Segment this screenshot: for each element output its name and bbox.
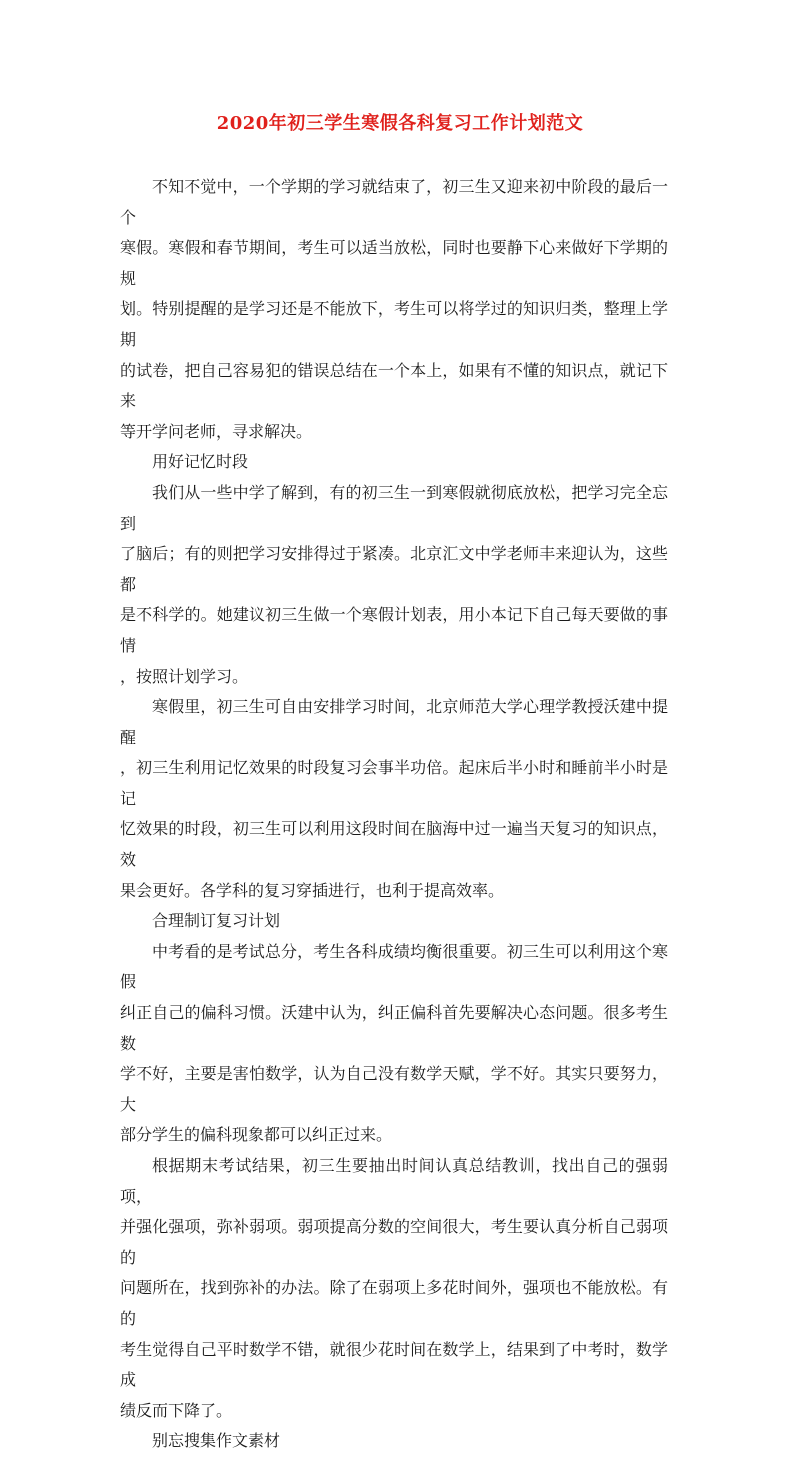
- section-heading-plan: 合理制订复习计划: [152, 911, 281, 931]
- paragraph-memory-2: 寒假里，初三生可自由安排学习时间，北京师范大学心理学教授沃建中提醒 ，初三生利用记忆效果的时段复习会事半功倍。起床后半小时和睡前半小时是记 忆效果的时段，初三生可以利用这段时间在脑海中过一遍当天复习的知识点，效 果会更好。各学科的复习穿插进行，也利于提高效率。: [120, 697, 668, 900]
- section-heading-memory: 用好记忆时段: [152, 452, 249, 472]
- paragraph-memory-1: 我们从一些中学了解到，有的初三生一到寒假就彻底放松，把学习完全忘到 了脑后；有的则把学习安排得过于紧凑。北京汇文中学老师丰来迎认为，这些都 是不科学的。她建议初三生做一个寒假计划表，用小本记下自己每天要做的事情 ，按照计划学习。: [120, 482, 668, 686]
- paragraph-intro: 不知不觉中，一个学期的学习就结束了，初三生又迎来初中阶段的最后一个 寒假。寒假和春节期间，考生可以适当放松，同时也要静下心来做好下学期的规 划。特别提醒的是学习还是不能放下，考生可以将学过的知识归类，整理上学期 的试卷，把自己容易犯的错误总结在一个本上，如果有不懂的知识点，就记下来 等开学问老师，寻求解决。: [120, 177, 668, 441]
- section-heading-essay: 别忘搜集作文素材: [152, 1431, 281, 1451]
- document-body: [120, 172, 668, 1457]
- document-title: 2020年初三学生寒假各科复习工作计划范文: [216, 113, 584, 134]
- paragraph-plan-1: 中考看的是考试总分，考生各科成绩均衡很重要。初三生可以利用这个寒假 纠正自己的偏科习惯。沃建中认为，纠正偏科首先要解决心态问题。很多考生数 学不好，主要是害怕数学，认为自己没有数学天赋，学不好。其实只要努力，大 部分学生的偏科现象都可以纠正过来。: [120, 941, 668, 1145]
- paragraph-plan-2: 根据期末考试结果，初三生要抽出时间认真总结教训，找出自己的强弱项， 并强化强项，弥补弱项。弱项提高分数的空间很大，考生要认真分析自己弱项的 问题所在，找到弥补的办法。除了在弱项上多花时间外，强项也不能放松。有的 考生觉得自己平时数学不错，就很少花时间在数学上，结果到了中考时，数学成 绩反而下降了。: [120, 1156, 668, 1420]
